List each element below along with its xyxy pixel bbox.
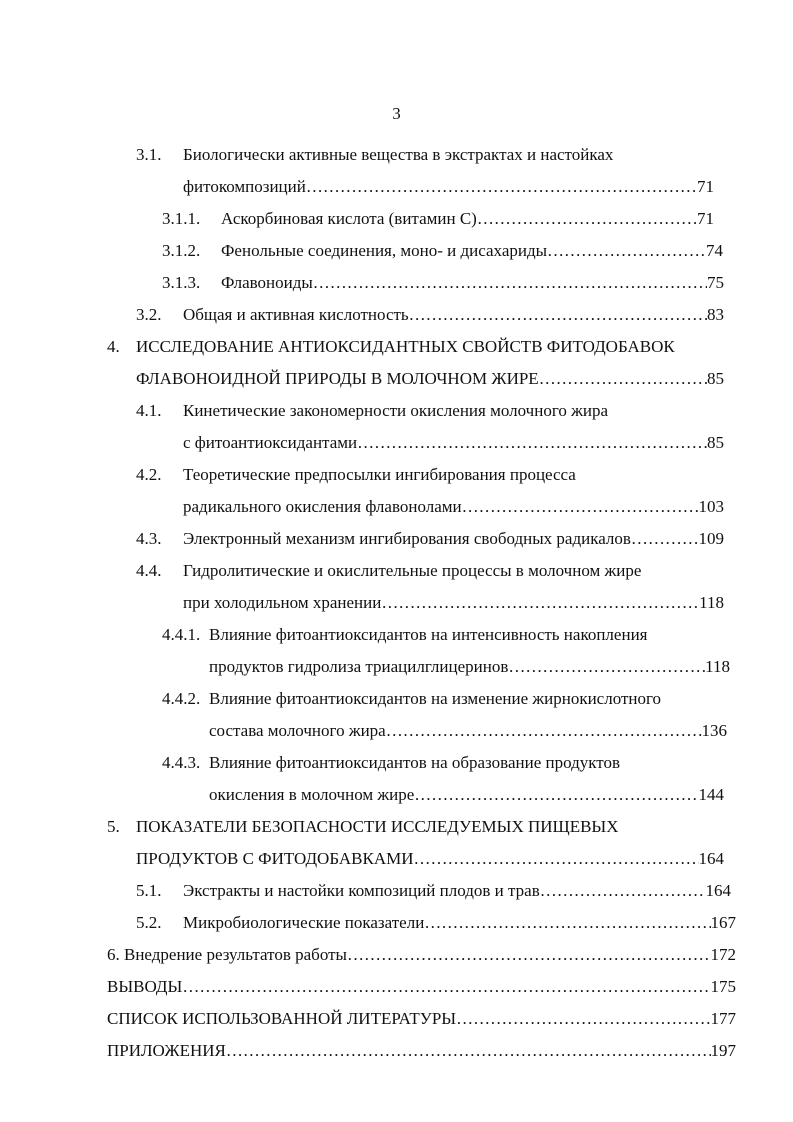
entry-title: Гидролитические и окислительные процессы в молочном жире: [183, 561, 642, 580]
entry-page: 71: [697, 177, 714, 196]
entry-title: Влияние фитоантиоксидантов на интенсивность накопления: [209, 625, 648, 644]
entry-title-cont: состава молочного жира: [209, 721, 386, 740]
entry-page: 167: [710, 913, 736, 932]
entry-title-cont: при холодильном хранении: [183, 593, 382, 612]
entry-page: 197: [710, 1041, 736, 1060]
entry-number: 5.: [107, 817, 120, 836]
entry-page: 75: [707, 273, 724, 292]
entry-title-cont: фитокомпозиций: [183, 177, 306, 196]
entry-title: Аскорбиновая кислота (витамин С): [221, 209, 477, 228]
toc-line: [183, 177, 714, 197]
entry-number: 3.1.3.: [162, 273, 201, 292]
entry-title-cont: ФЛАВОНОИДНОЙ ПРИРОДЫ В МОЛОЧНОМ ЖИРЕ: [136, 369, 539, 388]
toc-line: [107, 1009, 736, 1029]
entry-page: 136: [701, 721, 727, 740]
entry-title: Общая и активная кислотность: [183, 305, 409, 324]
entry-title: ПОКАЗАТЕЛИ БЕЗОПАСНОСТИ ИССЛЕДУЕМЫХ ПИЩЕВЫХ: [136, 817, 619, 836]
toc-line: [107, 945, 736, 965]
entry-number: 4.3.: [136, 529, 162, 548]
entry-title-cont: радикального окисления флавонолами: [183, 497, 462, 516]
entry-title-cont: окисления в молочном жире: [209, 785, 415, 804]
toc-line: [183, 305, 724, 325]
entry-number: 4.4.2.: [162, 689, 201, 708]
entry-title: Теоретические предпосылки ингибирования процесса: [183, 465, 576, 484]
entry-page: 175: [710, 977, 736, 996]
entry-number: 4.4.1.: [162, 625, 201, 644]
entry-number: 3.1.2.: [162, 241, 201, 260]
entry-title-cont: ПРОДУКТОВ С ФИТОДОБАВКАМИ: [136, 849, 414, 868]
entry-title: Экстракты и настойки композиций плодов и трав: [183, 881, 540, 900]
entry-number: 5.2.: [136, 913, 162, 932]
entry-title: Микробиологические показатели: [183, 913, 425, 932]
entry-title-cont: продуктов гидролиза триацилглицеринов: [209, 657, 509, 676]
entry-number: 3.1.: [136, 145, 162, 164]
toc-line: [183, 913, 736, 933]
entry-title-cont: с фитоантиоксидантами: [183, 433, 358, 452]
entry-number: 3.1.1.: [162, 209, 201, 228]
entry-number: 5.1.: [136, 881, 162, 900]
entry-number: 3.2.: [136, 305, 162, 324]
toc-line: [183, 497, 724, 517]
entry-page: 164: [698, 849, 724, 868]
entry-title: Влияние фитоантиоксидантов на изменение жирнокислотного: [209, 689, 662, 708]
entry-title: Фенольные соединения, моно- и дисахариды: [221, 241, 548, 260]
entry-page: 83: [707, 305, 724, 324]
toc-line: [183, 529, 724, 549]
entry-page: 85: [707, 433, 724, 452]
toc-line: [136, 849, 724, 869]
entry-title: Электронный механизм ингибирования свободных радикалов: [183, 529, 631, 548]
toc-line: [221, 273, 724, 293]
entry-page: 109: [698, 529, 724, 548]
toc-line: [183, 593, 724, 613]
toc-line: [183, 881, 731, 901]
entry-title: Кинетические закономерности окисления молочного жира: [183, 401, 609, 420]
toc-line: [183, 433, 724, 453]
toc-line: [107, 1041, 736, 1061]
entry-page: 71: [697, 209, 714, 228]
toc-line: [209, 721, 727, 741]
entry-title: 6. Внедрение результатов работы: [107, 945, 347, 964]
entry-page: 177: [710, 1009, 736, 1028]
entry-number: 4.: [107, 337, 120, 356]
entry-title: ПРИЛОЖЕНИЯ: [107, 1041, 226, 1060]
entry-number: 4.1.: [136, 401, 162, 420]
entry-page: 118: [699, 593, 724, 612]
toc-line: [107, 977, 736, 997]
entry-page: 164: [705, 881, 731, 900]
entry-page: 85: [707, 369, 724, 388]
entry-title: Влияние фитоантиоксидантов на образование продуктов: [209, 753, 621, 772]
entry-page: 118: [705, 657, 730, 676]
toc-line: [209, 785, 724, 805]
entry-page: 74: [706, 241, 723, 260]
entry-title: Биологически активные вещества в экстрактах и настойках: [183, 145, 614, 164]
entry-page: 172: [710, 945, 736, 964]
entry-page: 103: [698, 497, 724, 516]
entry-title: Флавоноиды: [221, 273, 313, 292]
entry-page: 144: [698, 785, 724, 804]
toc-line: [221, 241, 723, 261]
entry-number: 4.4.: [136, 561, 162, 580]
toc-line: [221, 209, 714, 229]
entry-title: ВЫВОДЫ: [107, 977, 183, 996]
entry-number: 4.4.3.: [162, 753, 201, 772]
page-number: 3: [392, 104, 401, 123]
toc-line: [136, 369, 724, 389]
entry-title: ИССЛЕДОВАНИЕ АНТИОКСИДАНТНЫХ СВОЙСТВ ФИТОДОБАВОК: [136, 337, 675, 356]
toc-line: [209, 657, 730, 677]
entry-number: 4.2.: [136, 465, 162, 484]
entry-title: СПИСОК ИСПОЛЬЗОВАННОЙ ЛИТЕРАТУРЫ: [107, 1009, 457, 1028]
